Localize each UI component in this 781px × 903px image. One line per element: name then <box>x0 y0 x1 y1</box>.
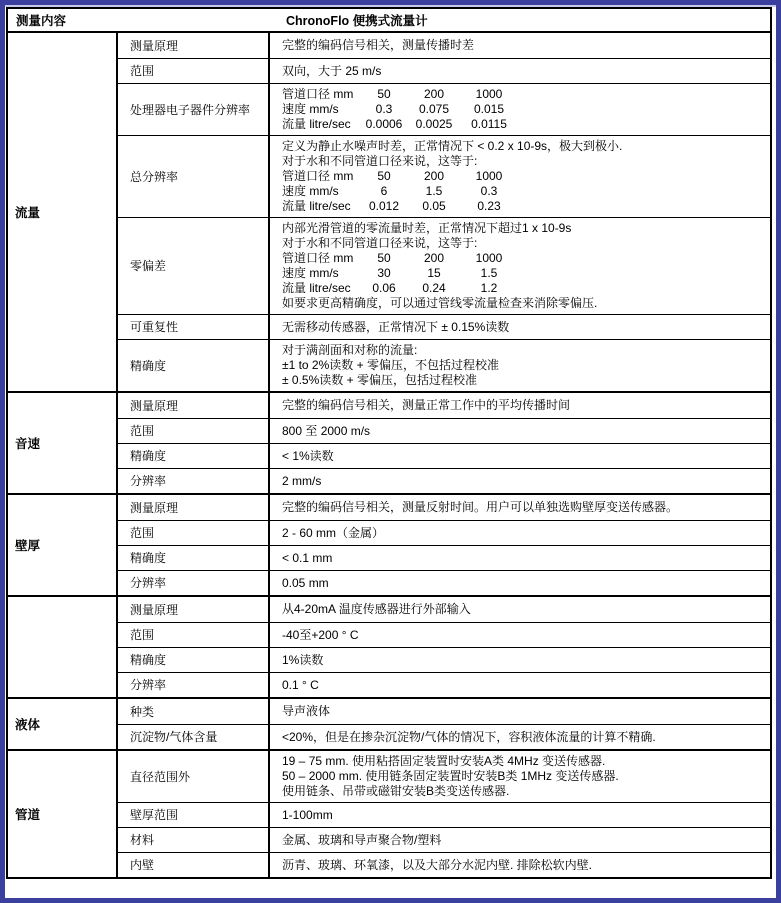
spec-row <box>118 852 770 877</box>
spec-value-line: 从4-20mA 温度传感器进行外部输入 <box>282 602 471 616</box>
spec-row <box>118 751 770 802</box>
spec-name-cell: 精确度 <box>118 340 270 391</box>
mini-table-row-label: 流量 litre/sec <box>282 199 351 213</box>
spec-value-line: 金属、玻璃和导声聚合物/塑料 <box>282 832 442 847</box>
mini-table-value: 0.015 <box>473 102 505 116</box>
spec-name-cell: 直径范围外 <box>118 751 270 802</box>
mini-table-value: 0.05 <box>422 199 446 213</box>
spec-value-line: 对于水和不同管道口径来说，这等于: <box>282 236 478 250</box>
spec-value-cell <box>270 623 770 647</box>
spec-value-line: ±1 to 2%读数 + 零偏压，不包括过程校准 <box>282 358 499 372</box>
spec-value-line: 2 - 60 mm（金属） <box>282 525 385 540</box>
mini-table-row-label: 管道口径 mm <box>282 87 354 101</box>
spec-row <box>118 83 770 135</box>
spec-value-cell <box>270 853 770 877</box>
spec-value-line: 导声液体 <box>282 704 331 718</box>
spec-mini-table-row <box>282 87 764 102</box>
spec-name-cell: 沉淀物/气体含量 <box>118 725 270 749</box>
spec-row <box>118 393 770 418</box>
mini-table-row-label: 管道口径 mm <box>282 169 354 183</box>
mini-table-value: 0.0115 <box>471 117 507 131</box>
spec-value-line: 如要求更高精确度，可以通过管线零流量检查来消除零偏压. <box>282 296 598 310</box>
spec-row <box>118 314 770 339</box>
spec-value-cell <box>270 673 770 697</box>
spec-value-line: ± 0.5%读数 + 零偏压，包括过程校准 <box>282 373 477 387</box>
spec-row <box>118 58 770 83</box>
spec-name-cell: 测量原理 <box>118 597 270 622</box>
spec-value-line: < 0.1 mm <box>282 550 333 565</box>
spec-value-cell <box>270 495 770 520</box>
spec-value-cell <box>270 444 770 468</box>
mini-table-row-label: 速度 mm/s <box>282 102 339 116</box>
mini-table-row-label: 管道口径 mm <box>282 251 354 265</box>
spec-name-cell: 范围 <box>118 521 270 545</box>
spec-name-cell: 分辨率 <box>118 469 270 493</box>
spec-value-line: 1-100mm <box>282 807 333 822</box>
mini-table-row-label: 速度 mm/s <box>282 266 339 280</box>
spec-name-cell: 范围 <box>118 623 270 647</box>
spec-name-cell: 精确度 <box>118 444 270 468</box>
spec-value-cell <box>270 84 770 135</box>
section-category-label: 壁厚 <box>8 495 118 595</box>
spec-value-cell <box>270 393 770 418</box>
spec-row <box>118 699 770 724</box>
spec-value-line: 定义为静止水噪声时差，正常情况下 < 0.2 x 10-9s，极大到极小. <box>282 139 623 153</box>
spec-mini-table-row <box>282 117 764 132</box>
spec-value-cell <box>270 521 770 545</box>
mini-table-value: 50 <box>377 251 391 265</box>
spec-row <box>118 468 770 493</box>
spec-row <box>118 597 770 622</box>
spec-name-cell: 材料 <box>118 828 270 852</box>
spec-value-line: 19 – 75 mm. 使用粘搭固定装置时安装A类 4MHz 变送传感器. <box>282 754 606 768</box>
spec-value-cell <box>270 340 770 391</box>
spec-value-line: <20%，但是在掺杂沉淀物/气体的情况下，容积液体流量的计算不精确. <box>282 729 656 744</box>
mini-table-value: 1000 <box>475 169 503 183</box>
mini-table-value: 50 <box>377 87 391 101</box>
spec-name-cell: 内壁 <box>118 853 270 877</box>
table-header-row <box>8 9 770 33</box>
mini-table-value: 1.5 <box>480 266 498 280</box>
spec-name-cell: 种类 <box>118 699 270 724</box>
mini-table-value: 50 <box>377 169 391 183</box>
spec-value-cell <box>270 597 770 622</box>
mini-table-value: 0.0025 <box>415 117 453 131</box>
spec-row <box>118 418 770 443</box>
spec-name-cell: 精确度 <box>118 648 270 672</box>
spec-table <box>6 7 772 879</box>
spec-row <box>118 570 770 595</box>
spec-row <box>118 495 770 520</box>
spec-value-line: 0.05 mm <box>282 575 329 590</box>
spec-row <box>118 622 770 647</box>
section-rows <box>118 495 770 595</box>
section-rows <box>118 699 770 749</box>
spec-value-cell <box>270 546 770 570</box>
spec-value-line: 1%读数 <box>282 652 324 667</box>
section-wall-thickness <box>8 493 770 595</box>
mini-table-value: 0.3 <box>375 102 393 116</box>
spec-value-line: 完整的编码信号相关，测量正常工作中的平均传播时间 <box>282 398 571 412</box>
header-product-title: ChronoFlo 便携式流量计 <box>286 14 428 28</box>
mini-table-value: 1000 <box>475 251 503 265</box>
spec-value-line: 内部光滑管道的零流量时差，正常情况下超过1 x 10-9s <box>282 221 572 235</box>
header-measure-content: 测量内容 <box>16 14 67 28</box>
spec-value-line: 2 mm/s <box>282 473 322 488</box>
spec-value-cell <box>270 33 770 58</box>
mini-table-value: 6 <box>380 184 388 198</box>
section-rows <box>118 751 770 877</box>
spec-name-cell: 测量原理 <box>118 495 270 520</box>
spec-name-cell: 测量原理 <box>118 33 270 58</box>
spec-mini-table-row <box>282 184 764 199</box>
spec-row <box>118 339 770 391</box>
spec-value-line: 完整的编码信号相关，测量反射时间。用户可以单独选购壁厚变送传感器。 <box>282 500 679 514</box>
spec-row <box>118 520 770 545</box>
spec-row <box>118 443 770 468</box>
spec-value-cell <box>270 648 770 672</box>
spec-row <box>118 647 770 672</box>
spec-row <box>118 672 770 697</box>
spec-row <box>118 802 770 827</box>
spec-name-cell: 壁厚范围 <box>118 803 270 827</box>
section-liquid <box>8 697 770 749</box>
mini-table-value: 0.012 <box>368 199 400 213</box>
spec-row <box>118 545 770 570</box>
mini-table-value: 1000 <box>475 87 503 101</box>
spec-value-line: < 1%读数 <box>282 448 334 463</box>
section-rows <box>118 393 770 493</box>
table-body <box>8 33 770 877</box>
section-pipe <box>8 749 770 877</box>
section-category-label: 液体 <box>8 699 118 749</box>
section-rows <box>118 33 770 391</box>
section-category-label <box>8 597 118 697</box>
mini-table-value: 1.5 <box>425 184 443 198</box>
spec-value-cell <box>270 315 770 339</box>
mini-table-value: 15 <box>427 266 441 280</box>
spec-mini-table-row <box>282 266 764 281</box>
spec-name-cell: 可重复性 <box>118 315 270 339</box>
spec-value-cell <box>270 699 770 724</box>
mini-table-value: 0.075 <box>418 102 450 116</box>
spec-name-cell: 测量原理 <box>118 393 270 418</box>
section-category-label: 管道 <box>8 751 118 877</box>
section-category-label: 流量 <box>8 33 118 391</box>
mini-table-value: 30 <box>377 266 391 280</box>
spec-value-line: 使用链条、吊带或磁钳安装B类变送传感器. <box>282 784 510 798</box>
spec-row <box>118 724 770 749</box>
spec-mini-table-row <box>282 169 764 184</box>
section-category-label: 音速 <box>8 393 118 493</box>
mini-table-value: 0.3 <box>480 184 498 198</box>
spec-row <box>118 217 770 314</box>
spec-value-line: 800 至 2000 m/s <box>282 423 371 438</box>
mini-table-row-label: 流量 litre/sec <box>282 281 351 295</box>
spec-value-line: 对于满剖面和对称的流量: <box>282 343 418 357</box>
spec-value-line: 双向，大于 25 m/s <box>282 63 382 78</box>
spec-mini-table-row <box>282 251 764 266</box>
spec-name-cell: 零偏差 <box>118 218 270 314</box>
mini-table-value: 0.24 <box>422 281 446 295</box>
spec-row <box>118 827 770 852</box>
section-rows <box>118 597 770 697</box>
spec-name-cell: 范围 <box>118 59 270 83</box>
spec-value-cell <box>270 218 770 314</box>
spec-value-line: 对于水和不同管道口径来说，这等于: <box>282 154 478 168</box>
mini-table-value: 1.2 <box>480 281 498 295</box>
spec-mini-table-row <box>282 199 764 214</box>
spec-value-line: 50 – 2000 mm. 使用链条固定装置时安装B类 1MHz 变送传感器. <box>282 769 619 783</box>
spec-value-cell <box>270 725 770 749</box>
section-temperature <box>8 595 770 697</box>
section-sound-speed <box>8 391 770 493</box>
spec-value-line: 沥青、玻璃、环氧漆，以及大部分水泥内壁. 排除松软内壁. <box>282 857 593 872</box>
mini-table-value: 200 <box>423 251 445 265</box>
mini-table-value: 200 <box>423 169 445 183</box>
spec-name-cell: 范围 <box>118 419 270 443</box>
spec-value-cell <box>270 469 770 493</box>
spec-name-cell: 精确度 <box>118 546 270 570</box>
spec-value-line: 完整的编码信号相关，测量传播时差 <box>282 38 475 52</box>
spec-value-cell <box>270 571 770 595</box>
spec-row <box>118 33 770 58</box>
spec-value-cell <box>270 803 770 827</box>
spec-value-line: -40至+200 ° C <box>282 627 359 642</box>
spec-value-cell <box>270 59 770 83</box>
spec-row <box>118 135 770 217</box>
mini-table-value: 200 <box>423 87 445 101</box>
mini-table-value: 0.23 <box>477 199 501 213</box>
mini-table-row-label: 速度 mm/s <box>282 184 339 198</box>
mini-table-value: 0.06 <box>372 281 396 295</box>
section-flow <box>8 33 770 391</box>
spec-value-cell <box>270 419 770 443</box>
spec-name-cell: 总分辨率 <box>118 136 270 217</box>
spec-mini-table-row <box>282 102 764 117</box>
mini-table-value: 0.0006 <box>365 117 403 131</box>
spec-name-cell: 分辨率 <box>118 571 270 595</box>
spec-value-cell <box>270 751 770 802</box>
spec-value-line: 0.1 ° C <box>282 677 319 692</box>
spec-mini-table-row <box>282 281 764 296</box>
spec-name-cell: 处理器电子器件分辨率 <box>118 84 270 135</box>
spec-value-line: 无需移动传感器，正常情况下 ± 0.15%读数 <box>282 319 510 334</box>
spec-name-cell: 分辨率 <box>118 673 270 697</box>
spec-value-cell <box>270 136 770 217</box>
spec-value-cell <box>270 828 770 852</box>
mini-table-row-label: 流量 litre/sec <box>282 117 351 131</box>
